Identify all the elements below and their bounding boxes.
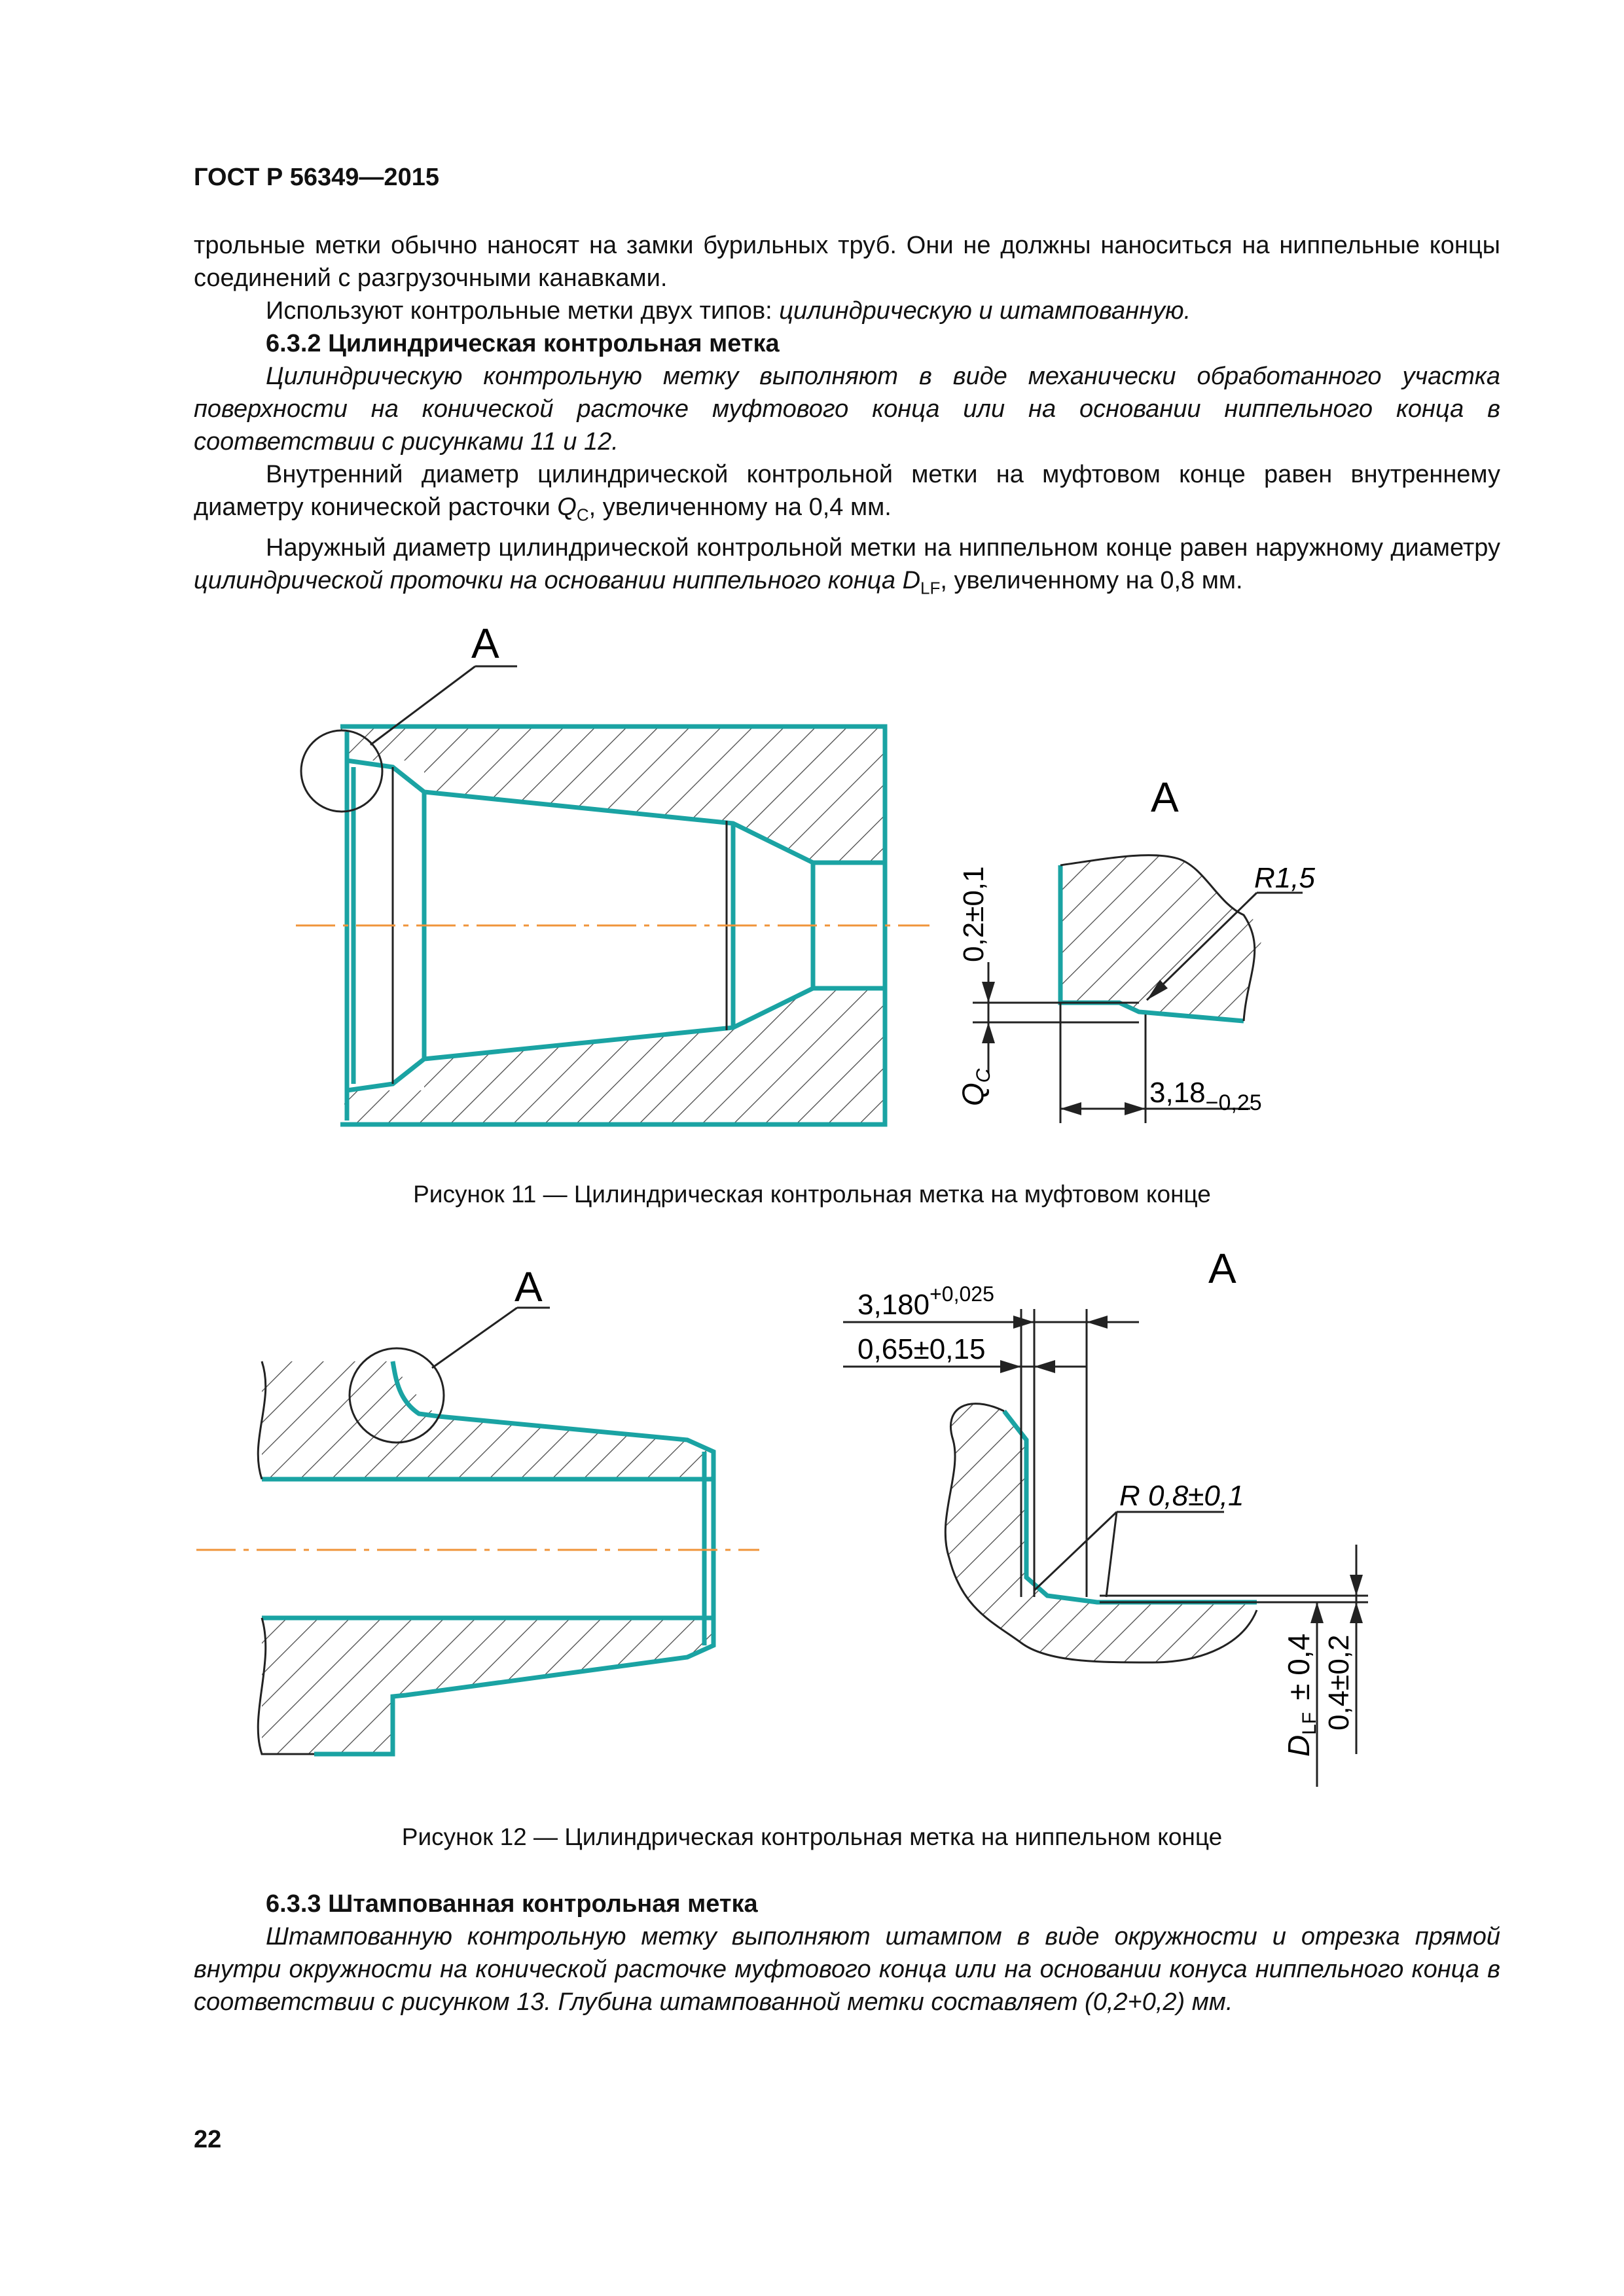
fig12-dim-radius: R 0,8±0,1: [1119, 1480, 1244, 1512]
fig11-arrow-down: [982, 1022, 995, 1043]
fig12-arrow-second-r: [1034, 1360, 1055, 1373]
fig11-callout-circle: [301, 730, 382, 812]
fig12-arrow-top-r: [1087, 1316, 1108, 1329]
fig11-detail-hatch: [1060, 855, 1262, 1021]
heading-6-3-3: 6.3.3 Штампованная контрольная метка: [266, 1890, 758, 1918]
heading-6-3-2: 6.3.2 Цилиндрическая контрольная метка: [266, 330, 780, 357]
fig11-dim-radius: R1,5: [1254, 862, 1315, 894]
fig12-label-a-detail: A: [1208, 1245, 1236, 1292]
fig11-arrow-left: [1060, 1102, 1081, 1115]
fig12-arrow-top-l: [1013, 1316, 1034, 1329]
fig12-arrow-vert-1: [1310, 1602, 1324, 1623]
paragraph-6: Штампованную контрольную метку выполняют штампом в виде окружности и отрезка прямой внутри окружности на конической расточке муфтового конца или на основании конуса ниппельного конца в соответствии с рисунком 13. Глубина штампованной метки составляет (0,2+0,2) мм.: [194, 1923, 1500, 2016]
paragraph-4: Внутренний диаметр цилиндрической контрольной метки на муфтовом конце равен внутреннему диаметру конической расточки $Q_C$, увеличенному на 0,4 мм.: [194, 461, 1500, 525]
fig12-dim-top: $3,180^{+0,025}$: [857, 1282, 994, 1321]
bottom-text: [194, 1888, 1500, 2018]
fig11-dim-height: 0,2±0,1: [958, 866, 990, 962]
paragraph-3: Цилиндрическую контрольную метку выполняют в виде механически обработанного участка поверхности на конической расточке муфтового конца или на основании ниппельного конца в соответствии с рисунками 11 и 12.: [194, 363, 1500, 456]
fig12-dim-depth: 0,4±0,2: [1323, 1634, 1355, 1731]
figure-12: [0, 1244, 1624, 1833]
fig12-arrow-second-l: [1000, 1360, 1021, 1373]
page-header: ГОСТ Р 56349—2015: [194, 164, 439, 191]
fig12-arrow-vert-2b: [1350, 1602, 1363, 1623]
paragraph-2: Используют контрольные метки двух типов: цилиндрическую и штампованную.: [266, 297, 1191, 325]
fig12-dim-dlf: $D_{LF}\pm 0,4$: [1282, 1633, 1320, 1757]
fig12-radius-leader: [1034, 1512, 1117, 1590]
fig11-label-a-main: A: [471, 620, 499, 667]
fig11-label-a-detail: A: [1151, 774, 1179, 821]
figure-12-caption: Рисунок 12 — Цилиндрическая контрольная метка на ниппельном конце: [401, 1823, 1223, 1850]
paragraph-1: трольные метки обычно наносят на замки бурильных труб. Они не должны наноситься на ниппельные концы соединений с разгрузочными канавками.: [194, 232, 1500, 292]
fig11-arrow-right: [1125, 1102, 1146, 1115]
fig12-radius-leader-2: [1106, 1512, 1117, 1597]
fig12-arrow-vert-2a: [1350, 1575, 1363, 1596]
paragraph-5: Наружный диаметр цилиндрической контрольной метки на ниппельном конце равен наружному диаметру цилиндрической проточки на основании ниппельного конца $D_{LF}$, увеличенному на 0,8 мм.: [194, 533, 1500, 598]
fig11-dim-qc: $Q_C$: [956, 1068, 994, 1106]
fig11-arrow-up: [982, 982, 995, 1003]
fig11-dim-length: $3,18_{-0,25}$: [1149, 1077, 1262, 1115]
fig12-label-a-main: A: [514, 1263, 543, 1310]
page-number: 22: [194, 2126, 222, 2153]
figure-11-caption: Рисунок 11 — Цилиндрическая контрольная метка на муфтовом конце: [413, 1181, 1211, 1208]
fig12-dim-second: 0,65±0,15: [857, 1333, 986, 1365]
fig12-leader: [432, 1308, 517, 1368]
